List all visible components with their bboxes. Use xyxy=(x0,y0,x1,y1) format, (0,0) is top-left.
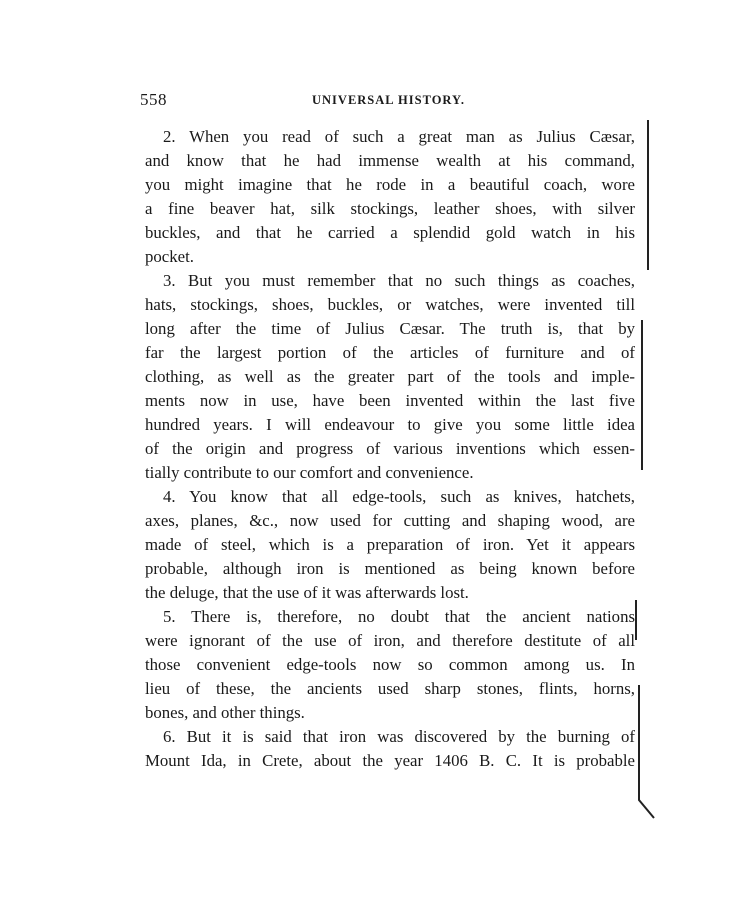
text-line: were ignorant of the use of iron, and therefore destitute of all xyxy=(145,631,635,650)
text-line: Mount Ida, in Crete, about the year 1406 B. C. It is probable xyxy=(145,751,635,770)
text-line: 5. There is, therefore, no doubt that the ancient nations xyxy=(163,607,635,626)
body-text xyxy=(145,125,635,773)
text-line: and know that he had immense wealth at his command, xyxy=(145,151,635,170)
text-line: 3. But you must remember that no such things as coaches, xyxy=(163,271,635,290)
text-line: 2. When you read of such a great man as Julius Cæsar, xyxy=(163,127,635,146)
page-number: 558 xyxy=(140,90,167,109)
text-line: 4. You know that all edge-tools, such as knives, hatchets, xyxy=(163,487,635,506)
running-title: UNIVERSAL HISTORY. xyxy=(312,93,466,107)
text-line: buckles, and that he carried a splendid gold watch in his xyxy=(145,223,635,242)
text-line: axes, planes, &c., now used for cutting and shaping wood, are xyxy=(145,511,635,530)
text-line: 6. But it is said that iron was discovered by the burning of xyxy=(163,727,635,746)
text-line: a fine beaver hat, silk stockings, leather shoes, with silver xyxy=(145,199,635,218)
text-line: the deluge, that the use of it was afterwards lost. xyxy=(145,583,469,602)
text-line: probable, although iron is mentioned as being known before xyxy=(145,559,635,578)
text-line: pocket. xyxy=(145,247,194,266)
binding-edge-mark xyxy=(641,320,643,470)
text-line: made of steel, which is a preparation of iron. Yet it appears xyxy=(145,535,635,554)
text-line: hundred years. I will endeavour to give you some little idea xyxy=(145,415,635,434)
text-line: you might imagine that he rode in a beautiful coach, wore xyxy=(145,175,635,194)
binding-corner-mark xyxy=(638,796,658,820)
page-header xyxy=(140,90,640,112)
text-line: hats, stockings, shoes, buckles, or watches, were invented till xyxy=(145,295,635,314)
text-line: tially contribute to our comfort and convenience. xyxy=(145,463,474,482)
text-line: lieu of these, the ancients used sharp stones, flints, horns, xyxy=(145,679,635,698)
text-line: far the largest portion of the articles of furniture and of xyxy=(145,343,635,362)
binding-edge-mark xyxy=(635,600,637,640)
binding-edge-mark xyxy=(647,120,649,270)
text-line: ments now in use, have been invented within the last five xyxy=(145,391,635,410)
text-line: long after the time of Julius Cæsar. The truth is, that by xyxy=(145,319,635,338)
text-line: those convenient edge-tools now so common among us. In xyxy=(145,655,635,674)
text-line: bones, and other things. xyxy=(145,703,305,722)
text-line: of the origin and progress of various inventions which essen- xyxy=(145,439,635,458)
binding-edge-mark xyxy=(638,685,640,797)
text-line: clothing, as well as the greater part of the tools and imple- xyxy=(145,367,635,386)
